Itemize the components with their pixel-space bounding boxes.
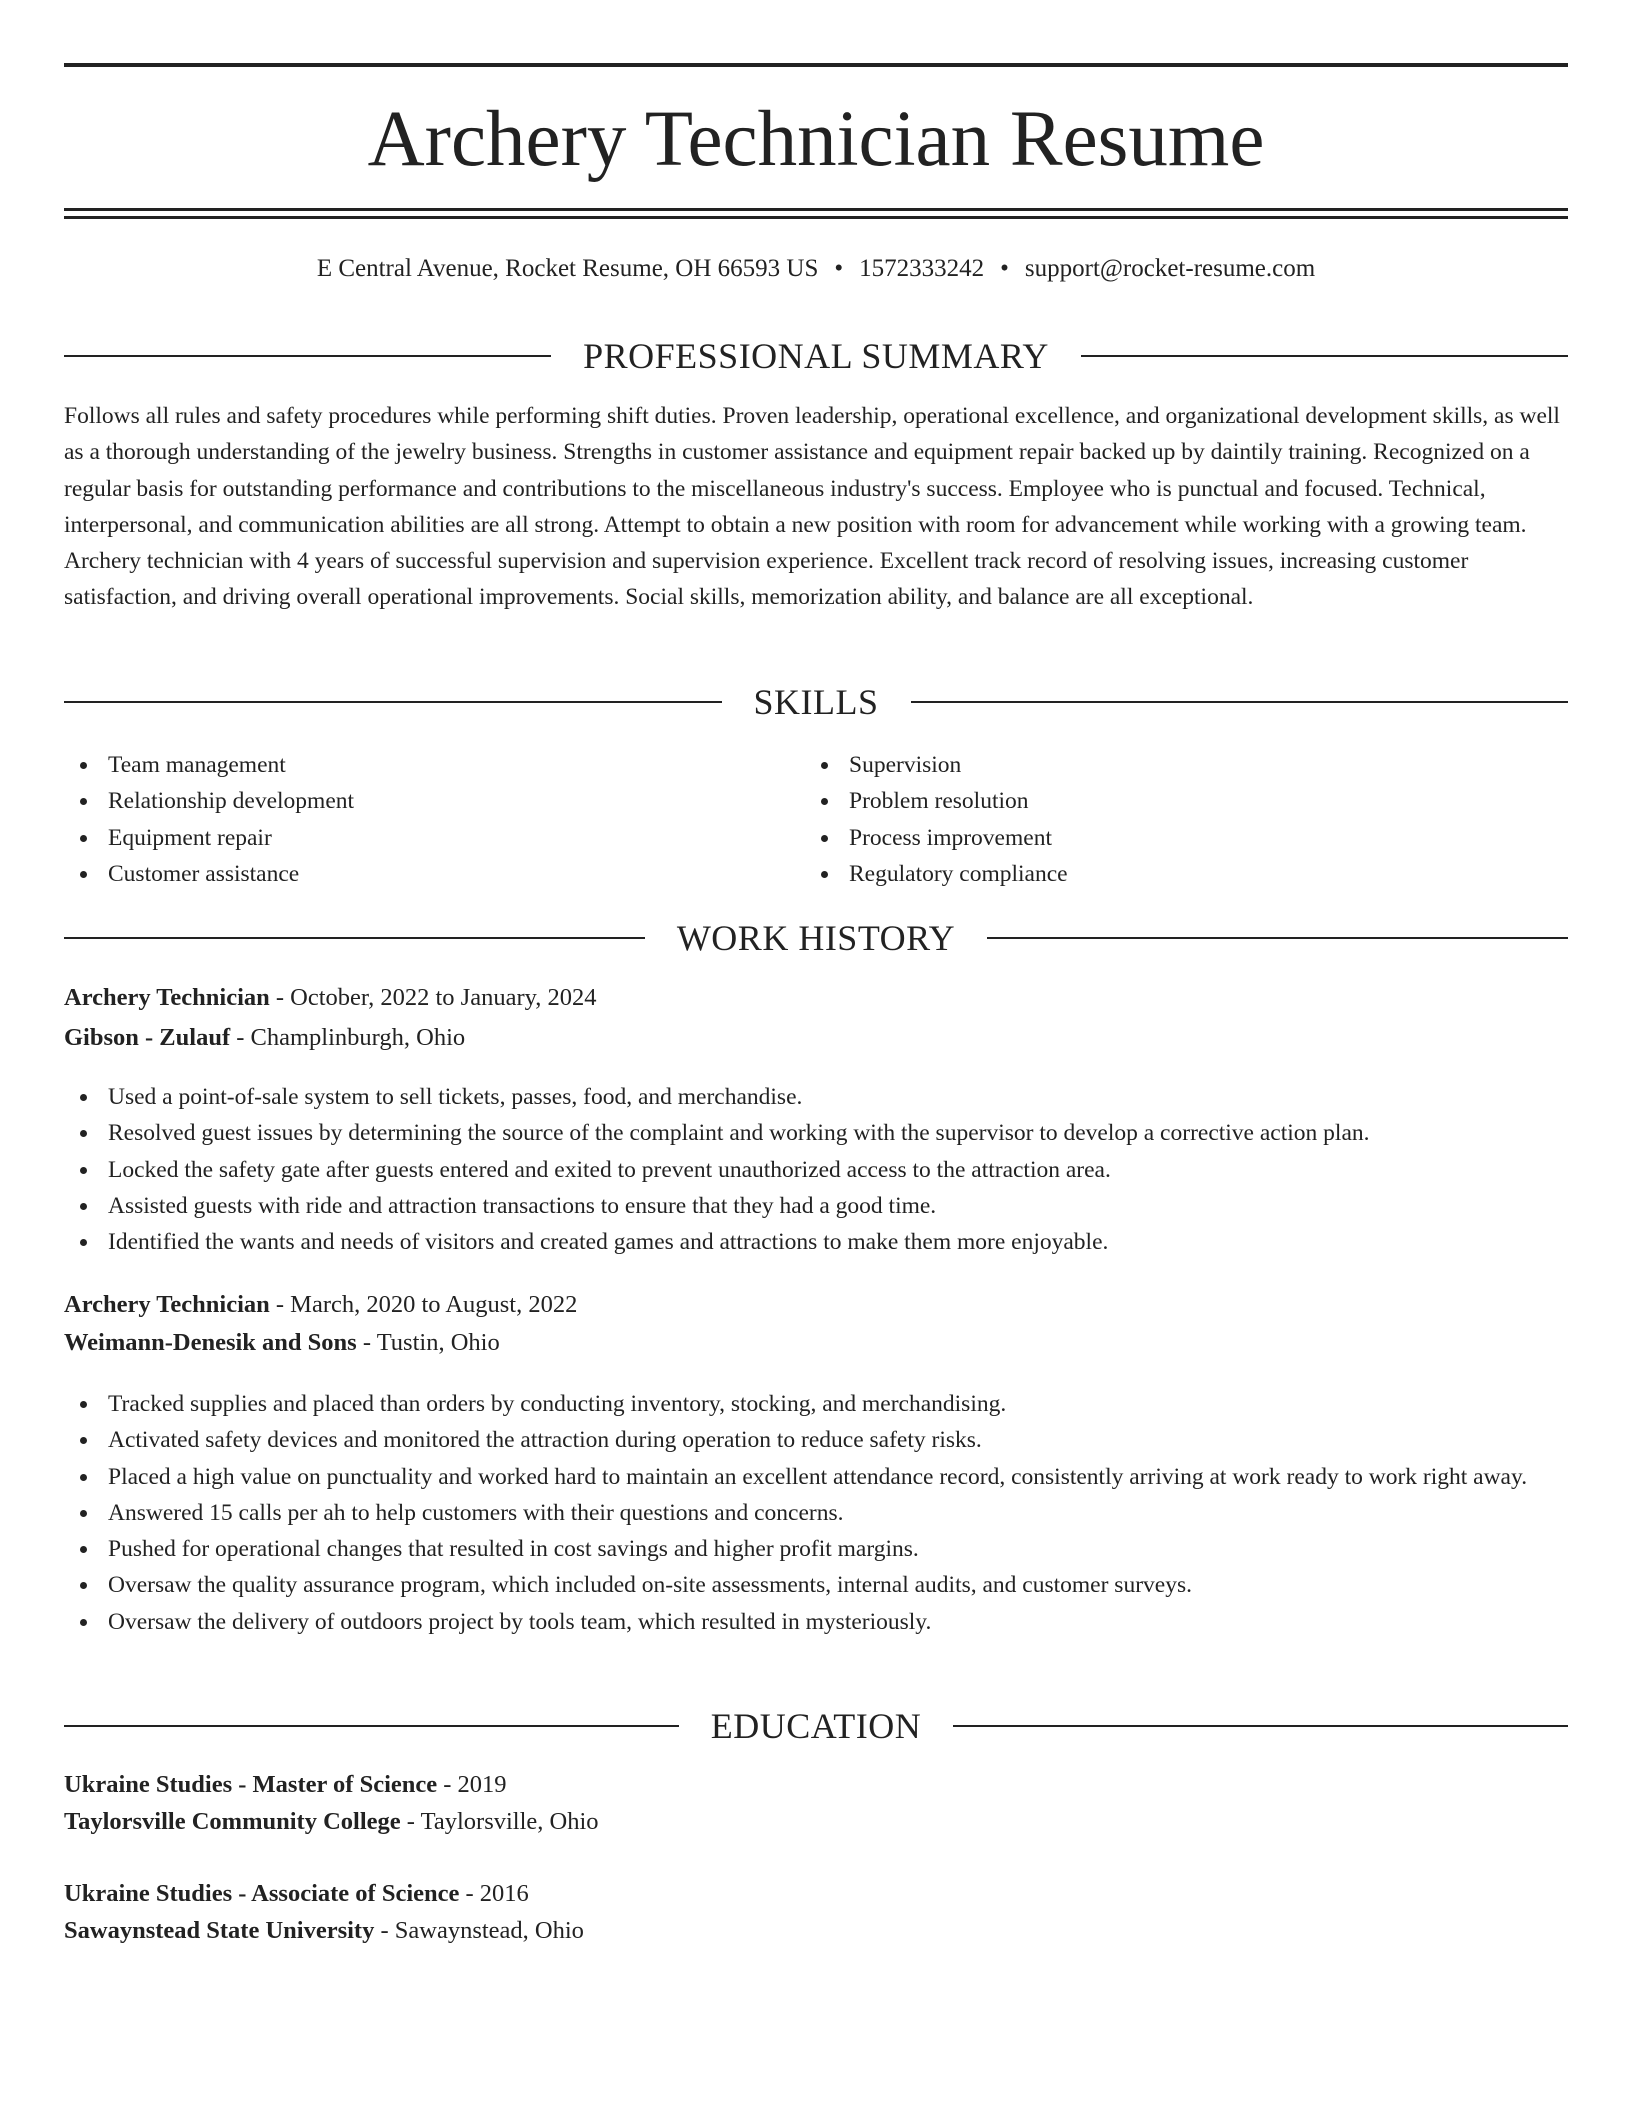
section-rule [64,937,645,939]
title-rule-lower [64,216,1568,219]
job-duty: Answered 15 calls per ah to help customers with their questions and concerns. [64,1495,1568,1531]
education-degree-line [64,1875,1568,1913]
title-rule-upper [64,208,1568,211]
job-dates: - March, 2020 to August, 2022 [269,1291,578,1318]
skill-item: Supervision [805,747,1525,783]
section-rule [64,355,551,357]
skill-item: Customer assistance [64,856,784,892]
section-rule [64,1725,679,1727]
job-title-line [64,1285,1568,1325]
contact-separator: • [1000,255,1009,282]
section-rule [64,701,722,703]
job-company: Gibson - Zulauf [64,1024,231,1051]
section-rule [953,1725,1568,1727]
section-header-education [64,1704,1568,1748]
job-location: - Champlinburgh, Ohio [230,1024,466,1051]
job-title: Archery Technician [64,984,270,1011]
skill-item: Team management [64,747,784,783]
job-duties-list [64,1079,1568,1260]
contact-address: E Central Avenue, Rocket Resume, OH 66593 US [316,255,819,282]
skill-item: Regulatory compliance [805,856,1525,892]
job-title-line [64,978,1568,1018]
section-header-summary [64,334,1568,378]
education-degree-line [64,1766,1568,1804]
contact-phone: 1572333242 [859,255,985,282]
job-duties-list [64,1386,1568,1640]
education-year: - 2019 [437,1771,507,1798]
section-title-education: EDUCATION [710,1706,922,1746]
education-school-line [64,1803,1568,1841]
job-duty: Placed a high value on punctuality and worked hard to maintain an excellent attendance record, consistently arriving at work ready to work right away. [64,1459,1568,1495]
job-company-line [64,1018,1568,1058]
top-rule [64,63,1568,67]
job-company: Weimann-Denesik and Sons [64,1329,357,1356]
skills-list-left [64,747,784,892]
job-duty: Oversaw the quality assurance program, which included on-site assessments, internal audits, and customer surveys. [64,1567,1568,1603]
education-location: - Taylorsville, Ohio [400,1808,599,1835]
skill-item: Problem resolution [805,783,1525,819]
section-header-skills [64,680,1568,724]
skill-item: Process improvement [805,820,1525,856]
section-title-skills: SKILLS [753,682,879,722]
job-location: - Tustin, Ohio [356,1329,500,1356]
job-company-line [64,1323,1568,1363]
contact-email: support@rocket-resume.com [1024,255,1316,282]
section-header-work [64,916,1568,960]
section-title-work: WORK HISTORY [676,918,956,958]
skill-item: Equipment repair [64,820,784,856]
education-location: - Sawaynstead, Ohio [374,1917,584,1944]
job-dates: - October, 2022 to January, 2024 [269,984,597,1011]
contact-separator: • [834,255,844,282]
skills-list-right [805,747,1525,892]
education-degree: Ukraine Studies - Associate of Science [64,1880,460,1907]
job-duty: Pushed for operational changes that resulted in cost savings and higher profit margins. [64,1531,1568,1567]
job-duty: Activated safety devices and monitored the attraction during operation to reduce safety risks. [64,1422,1568,1458]
job-title: Archery Technician [64,1291,270,1318]
summary-text: Follows all rules and safety procedures while performing shift duties. Proven leadership, operational excellence, and organizational development skills, as well as a thorough understanding of the jewelry business. Strengths in customer assistance and equipment repair backed up by daintily training. Recognized on a regular basis for outstanding performance and contributions to the miscellaneous industry's success. Employee who is punctual and focused. Technical, interpersonal, and communication abilities are all strong. Attempt to obtain a new position with room for advancement while working with a growing team. Archery technician with 4 years of successful supervision and supervision experience. Excellent track record of resolving issues, increasing customer satisfaction, and driving overall operational improvements. Social skills, memorization ability, and balance are all exceptional. [64,403,1560,611]
section-rule [911,701,1569,703]
education-school-line [64,1912,1568,1950]
education-degree: Ukraine Studies - Master of Science [64,1771,438,1798]
job-duty: Used a point-of-sale system to sell tickets, passes, food, and merchandise. [64,1079,1568,1115]
job-duty: Oversaw the delivery of outdoors project by tools team, which resulted in mysteriously. [64,1604,1568,1640]
page-title: Archery Technician Resume [367,96,1265,183]
job-duty: Locked the safety gate after guests entered and exited to prevent unauthorized access to the attraction area. [64,1152,1568,1188]
education-school: Taylorsville Community College [64,1808,401,1835]
job-duty: Tracked supplies and placed than orders by conducting inventory, stocking, and merchandising. [64,1386,1568,1422]
section-rule [987,937,1568,939]
job-duty: Identified the wants and needs of visitors and created games and attractions to make them more enjoyable. [64,1224,1568,1260]
contact-line [64,252,1568,286]
education-school: Sawaynstead State University [64,1917,375,1944]
section-title-summary: PROFESSIONAL SUMMARY [583,336,1049,376]
skill-item: Relationship development [64,783,784,819]
section-rule [1081,355,1568,357]
job-duty: Resolved guest issues by determining the source of the complaint and working with the supervisor to develop a corrective action plan. [64,1115,1568,1151]
education-year: - 2016 [459,1880,529,1907]
job-duty: Assisted guests with ride and attraction transactions to ensure that they had a good time. [64,1188,1568,1224]
